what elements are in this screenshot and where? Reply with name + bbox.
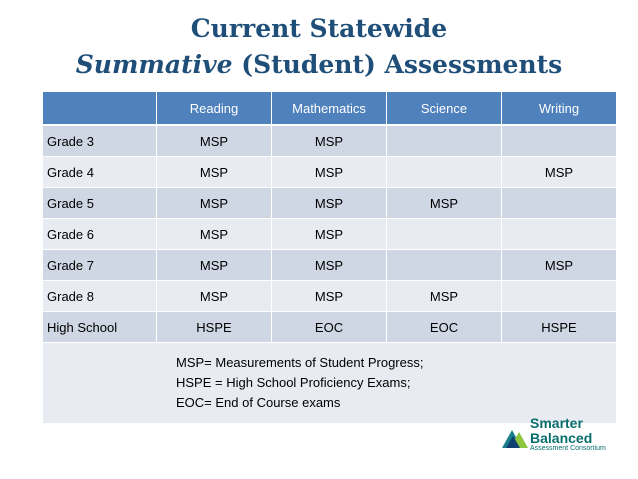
row-label: Grade 3: [43, 125, 157, 157]
table-cell: MSP: [272, 250, 387, 281]
logo-subtitle: Assessment Consortium: [530, 445, 606, 452]
table-cell: EOC: [272, 312, 387, 343]
logo-line1: Smarter: [530, 415, 583, 431]
legend-cell: [43, 343, 617, 424]
table-cell: MSP: [502, 250, 617, 281]
table-cell: [387, 125, 502, 157]
table-cell: MSP: [157, 188, 272, 219]
table-cell: MSP: [502, 157, 617, 188]
slide-title-line2: [0, 50, 638, 80]
table-cell: HSPE: [502, 312, 617, 343]
row-label: Grade 6: [43, 219, 157, 250]
table-row: [43, 219, 617, 250]
legend-row: [43, 343, 617, 424]
table-cell: HSPE: [157, 312, 272, 343]
header-cell-writing: Writing: [502, 92, 617, 125]
slide-title-line1: Current Statewide: [190, 14, 448, 43]
legend-line-eoc: EOC= End of Course exams: [176, 395, 341, 410]
title-italic-word: Summative: [75, 50, 233, 79]
table-row: [43, 125, 617, 157]
table-cell: [387, 157, 502, 188]
legend-line-msp: MSP= Measurements of Student Progress;: [176, 355, 424, 370]
title-rest: (Student) Assessments: [232, 50, 563, 79]
assessments-table: [42, 92, 617, 424]
header-cell-mathematics: Mathematics: [272, 92, 387, 125]
table-row: [43, 250, 617, 281]
table-cell: MSP: [272, 157, 387, 188]
table-cell: MSP: [157, 250, 272, 281]
row-label: Grade 8: [43, 281, 157, 312]
smarter-balanced-logo: [500, 414, 620, 458]
table-cell: [387, 250, 502, 281]
header-cell-reading: Reading: [157, 92, 272, 125]
table-cell: [387, 219, 502, 250]
table-cell: MSP: [157, 125, 272, 157]
table-row: [43, 312, 617, 343]
header-row: [43, 92, 617, 125]
logo-line2: Balanced: [530, 430, 593, 446]
row-label: High School: [43, 312, 157, 343]
table-cell: [502, 125, 617, 157]
logo-text: [530, 416, 592, 446]
row-label: Grade 4: [43, 157, 157, 188]
table-row: [43, 281, 617, 312]
legend-line-hspe: HSPE = High School Proficiency Exams;: [176, 375, 411, 390]
table-cell: MSP: [272, 219, 387, 250]
table-cell: EOC: [387, 312, 502, 343]
table-cell: [502, 188, 617, 219]
table-cell: [502, 219, 617, 250]
table-cell: MSP: [157, 219, 272, 250]
table-cell: MSP: [272, 125, 387, 157]
table-cell: MSP: [387, 188, 502, 219]
row-label: Grade 7: [43, 250, 157, 281]
header-cell-science: Science: [387, 92, 502, 125]
row-label: Grade 5: [43, 188, 157, 219]
legend-box: [44, 353, 615, 413]
table-cell: MSP: [157, 157, 272, 188]
table-cell: MSP: [272, 281, 387, 312]
table-cell: MSP: [157, 281, 272, 312]
table-row: [43, 188, 617, 219]
header-cell-blank: [43, 92, 157, 125]
table-cell: MSP: [387, 281, 502, 312]
table-cell: MSP: [272, 188, 387, 219]
table-row: [43, 157, 617, 188]
logo-triangles-icon: [500, 418, 530, 452]
table-cell: [502, 281, 617, 312]
